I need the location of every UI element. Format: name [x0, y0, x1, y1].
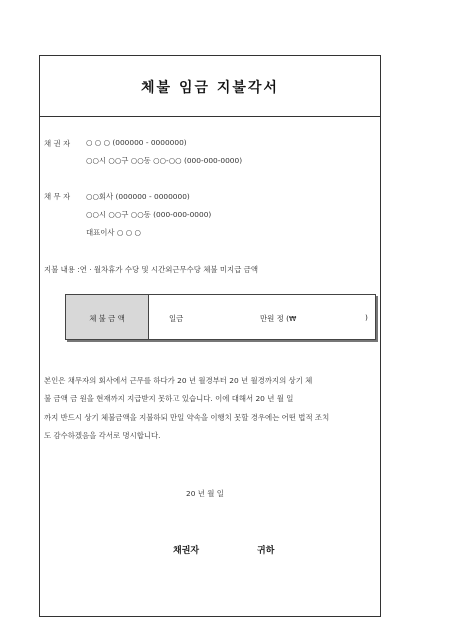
amount-label: 체 불 금 액 — [89, 314, 125, 323]
body-line-1: 본인은 채무자의 회사에서 근무를 하다가 20 년 월경부터 20 년 월경까지의 상기 체 — [44, 376, 313, 385]
amount-box — [65, 294, 376, 340]
title-row — [40, 56, 380, 117]
amount-value-unit: 만원 정 (₩ — [260, 314, 297, 323]
debtor-company: ○○회사 (000000 - 0000000) — [86, 192, 190, 201]
debtor-address: ○○시 ○○구 ○○동 (000-000-0000) — [86, 210, 212, 219]
body-line-2: 불 금액 금 원을 현재까지 지급받지 못하고 있습니다. 이에 대해서 20 년 월 일 — [44, 394, 294, 403]
document-title: 체불 임금 지불각서 — [141, 80, 279, 96]
amount-value-prefix: 일금 — [169, 314, 184, 323]
signature-addressee: 귀하 — [257, 546, 275, 556]
creditor-label: 채 권 자 — [44, 139, 71, 148]
amount-value-close: ) — [365, 313, 368, 322]
document-frame — [39, 55, 381, 617]
creditor-name: ○ ○ ○ (000000 - 0000000) — [86, 138, 187, 147]
unpaid-content: 지불 내용 :연 · 월차휴가 수당 및 시간외근무수당 체불 미지급 금액 — [44, 265, 258, 274]
body-line-4: 도 감수하겠음을 각서로 명시합니다. — [44, 431, 161, 440]
creditor-address: ○○시 ○○구 ○○동 ○○-○○ (000-000-0000) — [86, 156, 243, 165]
body-line-3: 까지 반드시 상기 체불금액을 지불하되 만일 약속을 이행치 못할 경우에는 어떤 법적 조치 — [44, 413, 330, 422]
date-line: 20 년 월 일 — [186, 489, 224, 498]
debtor-label: 채 무 자 — [44, 192, 71, 201]
signature-creditor: 채권자 — [173, 546, 200, 556]
debtor-ceo: 대표이사 ○ ○ ○ — [86, 228, 141, 237]
amount-label-cell — [66, 295, 149, 339]
